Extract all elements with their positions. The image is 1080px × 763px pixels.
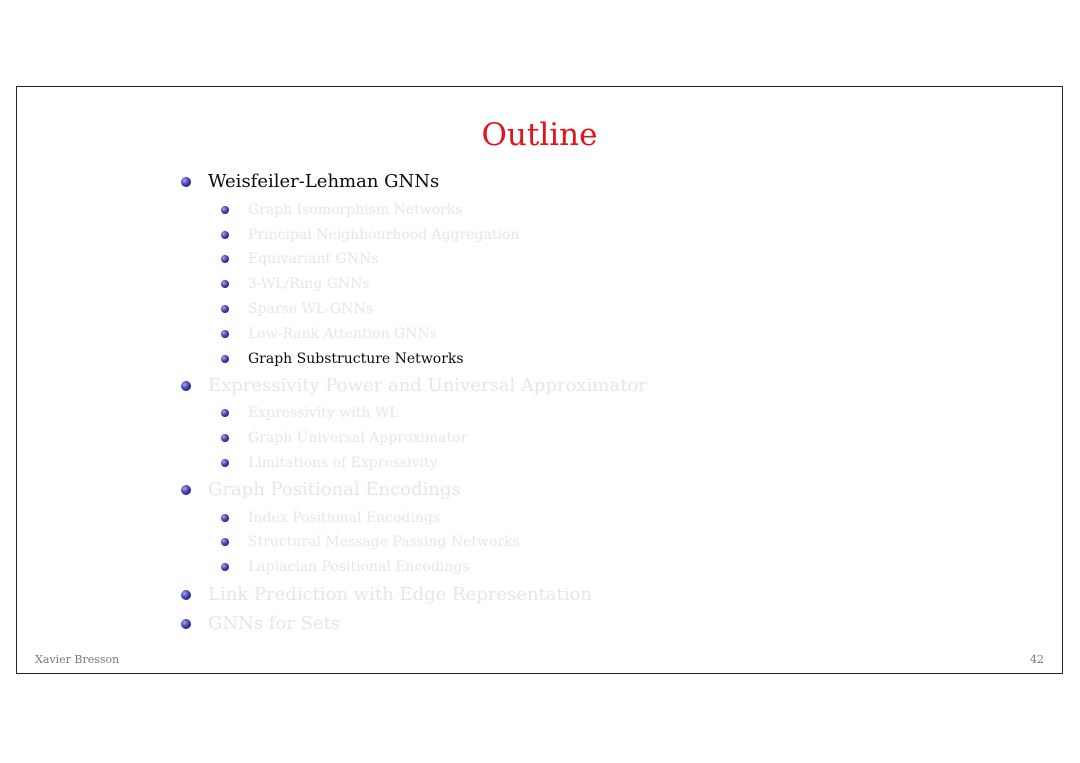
subitem-label: Graph Isomorphism Networks: [248, 202, 463, 218]
subitem-label: Index Positional Encodings: [248, 510, 441, 526]
bullet-icon: [181, 619, 191, 629]
outline-list: [17, 87, 1062, 673]
subitem-label: Laplacian Positional Encodings: [248, 559, 470, 575]
footer-author: Xavier Bresson: [35, 653, 120, 666]
subitem-label: Low-Rank Attention GNNs: [248, 326, 437, 342]
bullet-icon: [221, 434, 229, 442]
subitem-label: Equivariant GNNs: [248, 251, 379, 267]
slide-title: Outline: [481, 117, 598, 153]
bullet-icon: [221, 206, 229, 214]
bullet-icon: [181, 485, 191, 495]
section-label: Weisfeiler-Lehman GNNs: [208, 171, 440, 192]
bullet-icon: [221, 409, 229, 417]
bullet-icon: [221, 231, 229, 239]
subitem-label: Limitations of Expressivity: [248, 455, 438, 471]
footer-page-number: 42: [1030, 653, 1044, 666]
bullet-icon: [221, 563, 229, 571]
bullet-icon: [181, 177, 191, 187]
bullet-icon: [221, 280, 229, 288]
section-label: Expressivity Power and Universal Approximator: [208, 375, 647, 396]
section-label: Graph Positional Encodings: [208, 479, 461, 500]
subitem-label: Expressivity with WL: [248, 405, 399, 421]
slide: [16, 86, 1063, 674]
bullet-icon: [221, 514, 229, 522]
bullet-icon: [221, 255, 229, 263]
subitem-label: Principal Neighbourhood Aggregation: [248, 227, 520, 243]
bullet-icon: [221, 330, 229, 338]
bullet-icon: [181, 381, 191, 391]
subitem-label: 3-WL/Ring GNNs: [248, 276, 370, 292]
bullet-icon: [221, 305, 229, 313]
bullet-icon: [221, 459, 229, 467]
subitem-label: Structural Message Passing Networks: [248, 534, 520, 550]
section-label: Link Prediction with Edge Representation: [208, 584, 592, 605]
subitem-label: Graph Substructure Networks: [248, 351, 464, 367]
bullet-icon: [221, 355, 229, 363]
subitem-label: Graph Universal Approximator: [248, 430, 468, 446]
bullet-icon: [181, 590, 191, 600]
subitem-label: Sparse WL-GNNs: [248, 301, 373, 317]
section-label: GNNs for Sets: [208, 613, 341, 634]
bullet-icon: [221, 538, 229, 546]
